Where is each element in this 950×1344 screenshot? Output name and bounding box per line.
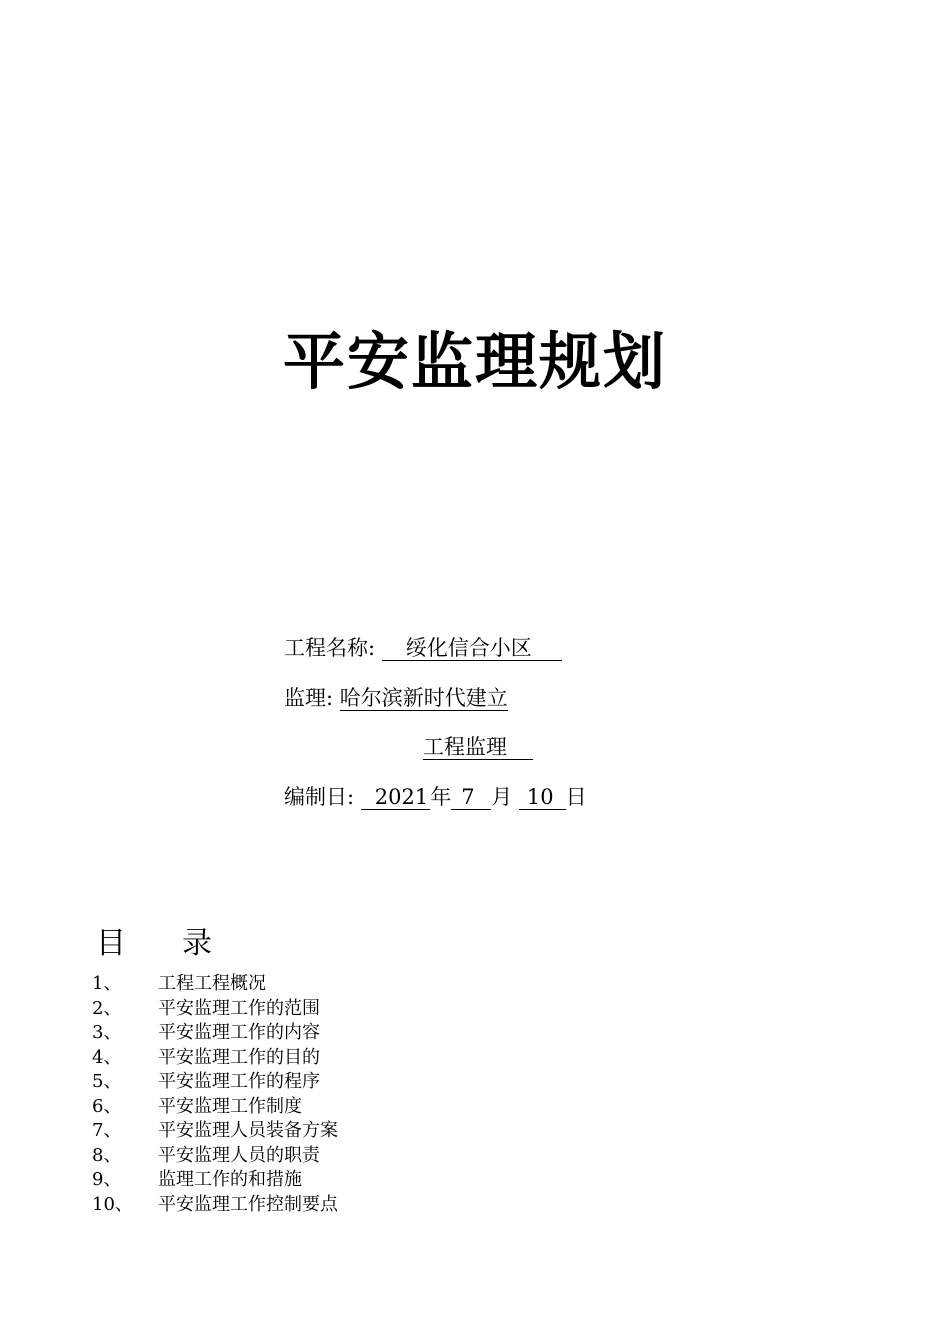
toc-item[interactable] xyxy=(92,1021,338,1046)
toc-item-number: 6、 xyxy=(92,1095,122,1117)
toc-item-number: 4、 xyxy=(92,1046,122,1068)
toc-item-text: 平安监理工作的内容 xyxy=(158,1022,320,1043)
toc-item[interactable] xyxy=(92,1095,338,1120)
toc-item-number: 3、 xyxy=(92,1022,122,1043)
supervisor-value-line2: 工程监理 xyxy=(423,735,533,760)
toc-item-number: 1、 xyxy=(92,973,122,994)
toc-item-text: 平安监理工作的目的 xyxy=(158,1046,320,1068)
toc-item-number: 9、 xyxy=(92,1169,122,1190)
supervisor-row-2 xyxy=(423,733,533,761)
compile-date-month: 7 xyxy=(451,785,491,810)
toc-item[interactable] xyxy=(92,1168,338,1193)
toc-item-text: 平安监理人员的职责 xyxy=(158,1144,320,1166)
toc-item-text: 平安监理工作控制要点 xyxy=(158,1193,338,1215)
toc-item[interactable] xyxy=(92,972,338,997)
toc-item[interactable] xyxy=(92,1144,338,1169)
toc-item-text: 平安监理人员装备方案 xyxy=(158,1120,338,1141)
year-unit: 年 xyxy=(430,785,452,809)
supervisor-label: 监理: xyxy=(284,686,334,710)
toc-item[interactable] xyxy=(92,1070,338,1095)
toc-item-number: 10、 xyxy=(92,1193,133,1215)
toc-item-text: 监理工作的和措施 xyxy=(158,1169,302,1190)
document-title: 平安监理规划 xyxy=(282,325,667,398)
toc-item-number: 7、 xyxy=(92,1120,122,1141)
toc-heading-char-1: 目 xyxy=(96,926,126,961)
month-unit: 月 xyxy=(491,785,513,809)
project-name-value: 绥化信合小区 xyxy=(382,636,562,661)
compile-date-label: 编制日: xyxy=(284,785,355,809)
day-unit: 日 xyxy=(565,785,587,809)
toc-list xyxy=(92,972,338,1217)
toc-item[interactable] xyxy=(92,1119,338,1144)
toc-item-number: 5、 xyxy=(92,1071,122,1092)
toc-item-text: 平安监理工作的范围 xyxy=(158,997,320,1019)
supervisor-value-line1: 哈尔滨新时代建立 xyxy=(339,686,508,710)
toc-item-number: 2、 xyxy=(92,997,122,1019)
toc-heading-char-2: 录 xyxy=(182,926,212,961)
toc-item-text: 工程工程概况 xyxy=(158,973,266,994)
toc-item[interactable] xyxy=(92,997,338,1022)
project-name-label: 工程名称: xyxy=(284,636,376,660)
toc-heading xyxy=(96,924,212,964)
compile-date-day: 10 xyxy=(519,785,566,810)
compile-date-row xyxy=(284,783,587,811)
toc-item-text: 平安监理工作制度 xyxy=(158,1095,302,1117)
toc-item-text: 平安监理工作的程序 xyxy=(158,1071,320,1092)
toc-item-number: 8、 xyxy=(92,1144,122,1166)
compile-date-year: 2021 xyxy=(361,785,430,810)
project-name-row xyxy=(284,634,562,662)
toc-item[interactable] xyxy=(92,1046,338,1071)
toc-item[interactable] xyxy=(92,1193,338,1218)
supervisor-row xyxy=(284,684,508,712)
